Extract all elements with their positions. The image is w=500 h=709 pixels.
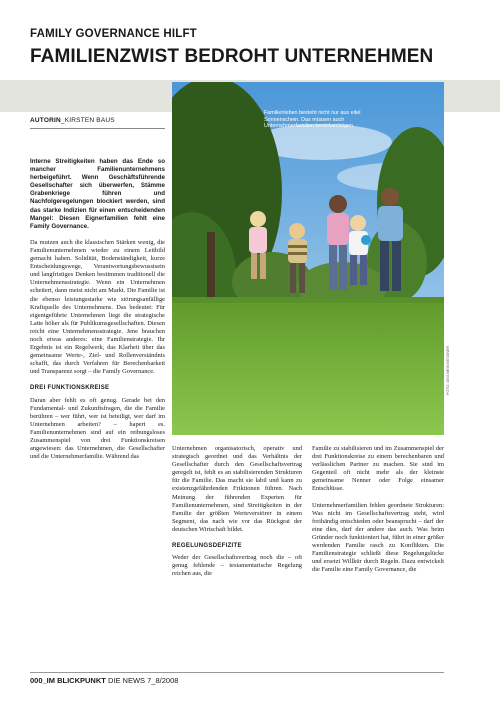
footer-divider (30, 672, 444, 673)
author-label: AUTORIN (30, 117, 61, 124)
author-line (30, 117, 115, 124)
kicker: FAMILY GOVERNANCE HILFT (30, 28, 197, 40)
article-paragraph: Unternehmen organisatorisch, operativ und strategisch geordnet und das Verhältnis der Gesellschafter durch den Gesellschaftsvertrag geregelt ist, fehlt es an stabilisierenden Strukturen für die Familie. Das macht sie labil und kann zu existenzgefährdenden Friktionen führen. Nach Meinung der führenden Experten für Familienunternehmen, sind Streitigkeiten in der Familie der größten Werteverstörer in einem Segment, das nach wie vor das Rückgrat der deutschen Wirtschaft bildet. (172, 445, 302, 533)
article-paragraph: Unternehmerfamilien fehlen geordnete Strukturen: Was nicht im Gesellschaftsvertrag steht, wird freihändig entschieden oder beansprucht – darf der eine dies, darf der andere das auch. Was beim Gründer noch funktioniert hat, führt in einer größer werdenden Familie rasch zu Konflikten. Die Familienstrategie schließt diese Regelungslücke und ersetzt Willkür durch Regeln. Dazu entwickelt die Familie eine Family Governance, die (312, 501, 444, 574)
page-footer (30, 676, 178, 685)
column-2 (172, 445, 302, 586)
subheading-funktionskreise: DREI FUNKTIONSKREISE (30, 385, 110, 392)
photo-caption: Familienleben besteht nicht nur aus eitel Sonnenschein. Das müssen auch Unternehmerfamilien berücksichtigen. (264, 110, 361, 130)
column-1 (30, 158, 165, 469)
author-name: _KIRSTEN BAUS (60, 117, 115, 124)
article-paragraph: Weder der Gesellschaftsvertrag noch die – oft genug fehlende – testamentarische Regelung reichen aus, die (172, 554, 302, 578)
subheading-regelungsdefizite: REGELUNGSDEFIZITE (172, 543, 242, 550)
footer-issue: DIE NEWS 7_8/2008 (107, 676, 179, 685)
family-photo (172, 82, 444, 435)
photo-credit: FOTO: DEA MEINGESSNER (446, 345, 450, 395)
article-paragraph: Da mutzen auch die klassischen Stärken wenig, die Familienunternehmen wieder zu einem Leitbild gemacht haben. Solidität, Bodenständigkeit, kurze Entscheidungswege, Verantwortungsbewusstsein und langfristiges Denken bestimmen traditionell die Unternehmensstrategie. Wenn ein Unternehmen scheitert, dann meist nicht am Markt. Die Familie ist die ebenso leistungsstarke wie störungsanfällige Kraftquelle des Unternehmens. Das bedeutet: Für eigentgeführte Unternehmen liegt die strategische Latte höher als für Publikumsgesellschaften. Diesen reicht eine Unternehmensstrategie. Jene brauchen noch etwas anderes: eine Familienstrategie. Ihr Ergebnis ist ein Regelwerk, das Klarheit über das gemeinsame Werte-, Ziel- und Rollenverständnis schafft, das durch Verfahren für Berechenbarkeit und Transparenz sorgt – die Family Governance. (30, 238, 165, 376)
headline: FAMILIENZWIST BEDROHT UNTERNEHMEN (30, 46, 434, 67)
article-paragraph: Familie zu stabilisieren und im Zusammenspiel der drei Funktionskreise zu einem berechenbaren und verlässlichen Partner zu machen. Sie sind im Gegenteil oft nicht mehr als der kleinste gemeinsame Nenner oder Folge einsamer Entschlüsse. (312, 445, 444, 493)
page-number: 000 (30, 676, 43, 685)
footer-section: _IM BLICKPUNKT (42, 676, 106, 685)
column-3 (312, 445, 444, 582)
article-paragraph: Daran aber fehlt es oft genug. Gerade bei den Fundamental- und Zukunftsfragen, die die Familie berühren – wer führt, wer ist beteiligt, wer darf im Unternehmen arbeiten? – hapert es. Familienunternehmen sind auf ein reibungsloses Zusammenspiel von drei Funktionskreisen angewiesen: das Unternehmen, die Gesellschafter und die Unternehmerfamilie. Während das (30, 396, 165, 461)
author-divider (30, 128, 165, 129)
article-lead: Interne Streitigkeiten haben das Ende so mancher Familienunternehmens herbeigeführt. Wenn Geschäftsführende Gesellschafter sich überwerfen, Stämme Grabenkriege führen und Nachfolgeregelungen blockiert werden, sind das starke Indizien für einen entscheidenden Mangel: Diesen Eignerfamilien fehlt eine Family Governance. (30, 158, 165, 230)
family-photo-illustration (172, 82, 444, 435)
